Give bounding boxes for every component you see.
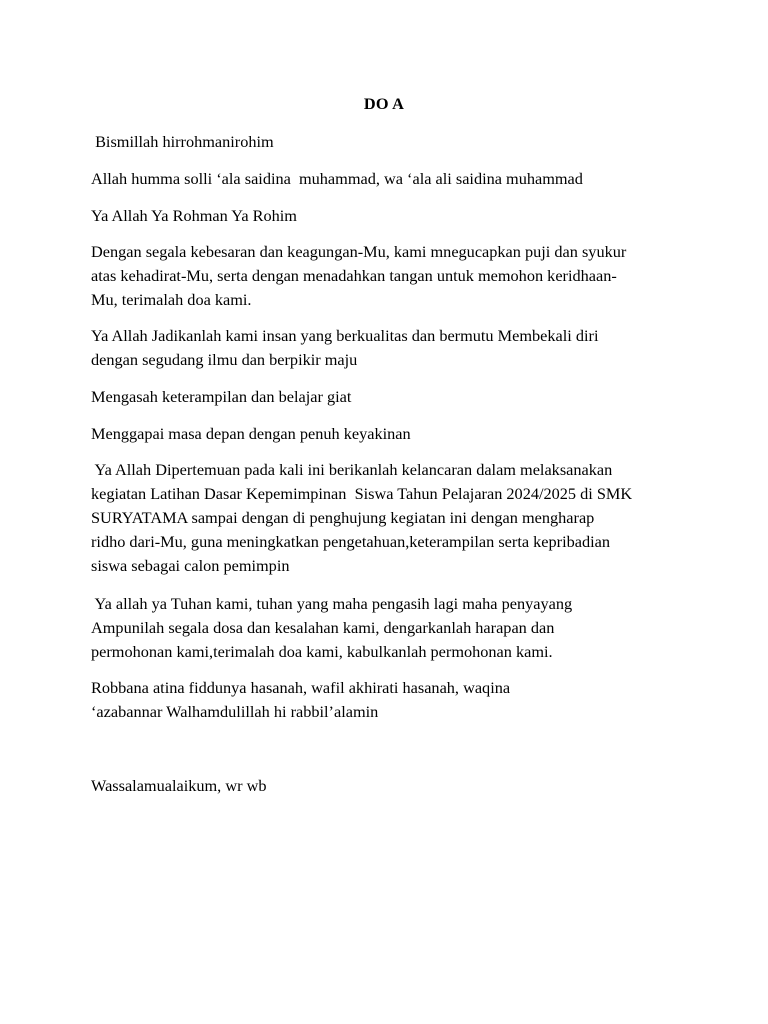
paragraph-skills (91, 385, 686, 409)
text-line: dengan segudang ilmu dan berpikir maju (91, 350, 358, 369)
text-line: Mu, terimalah doa kami. (91, 290, 252, 309)
paragraph-invocation (91, 204, 686, 228)
paragraph-gratitude (91, 240, 686, 312)
paragraph-bismillah (91, 130, 686, 154)
text-line: Ampunilah segala dosa dan kesalahan kami, dengarkanlah harapan dan (91, 618, 555, 637)
text-line: Robbana atina fiddunya hasanah, wafil akhirati hasanah, waqina (91, 678, 511, 697)
text-line: Allah humma solli ‘ala saidina muhammad, wa ‘ala ali saidina muhammad (91, 169, 583, 188)
paragraph-sholawat (91, 167, 686, 191)
text-line: Wassalamualaikum, wr wb (91, 776, 267, 795)
text-line: kegiatan Latihan Dasar Kepemimpinan Siswa Tahun Pelajaran 2024/2025 di SMK (91, 484, 633, 503)
text-line: ‘azabannar Walhamdulillah hi rabbil’alamin (91, 702, 379, 721)
text-line: Ya Allah Ya Rohman Ya Rohim (91, 206, 297, 225)
text-line: permohonan kami,terimalah doa kami, kabulkanlah permohonan kami. (91, 642, 553, 661)
text-line: Menggapai masa depan dengan penuh keyakinan (91, 424, 411, 443)
paragraph-closing-prayer (91, 676, 686, 724)
text-line: atas kehadirat-Mu, serta dengan menadahkan tangan untuk memohon keridhaan- (91, 266, 617, 285)
text-line: Ya Allah Dipertemuan pada kali ini berikanlah kelancaran dalam melaksanakan (91, 460, 613, 479)
text-line: Bismillah hirrohmanirohim (91, 132, 274, 151)
paragraph-future (91, 422, 686, 446)
text-line: Mengasah keterampilan dan belajar giat (91, 387, 352, 406)
paragraph-event (91, 458, 686, 578)
text-line: Dengan segala kebesaran dan keagungan-Mu, kami mnegucapkan puji dan syukur (91, 242, 627, 261)
paragraph-quality (91, 324, 686, 372)
text-line: Ya allah ya Tuhan kami, tuhan yang maha pengasih lagi maha penyayang (91, 594, 573, 613)
text-line: SURYATAMA sampai dengan di penghujung kegiatan ini dengan mengharap (91, 508, 595, 527)
text-line: ridho dari-Mu, guna meningkatkan pengetahuan,keterampilan serta kepribadian (91, 532, 611, 551)
paragraph-forgiveness (91, 592, 686, 664)
document-title: DO A (363, 94, 405, 113)
paragraph-salutation (91, 774, 686, 798)
text-line: Ya Allah Jadikanlah kami insan yang berkualitas dan bermutu Membekali diri (91, 326, 599, 345)
text-line: siswa sebagai calon pemimpin (91, 556, 290, 575)
